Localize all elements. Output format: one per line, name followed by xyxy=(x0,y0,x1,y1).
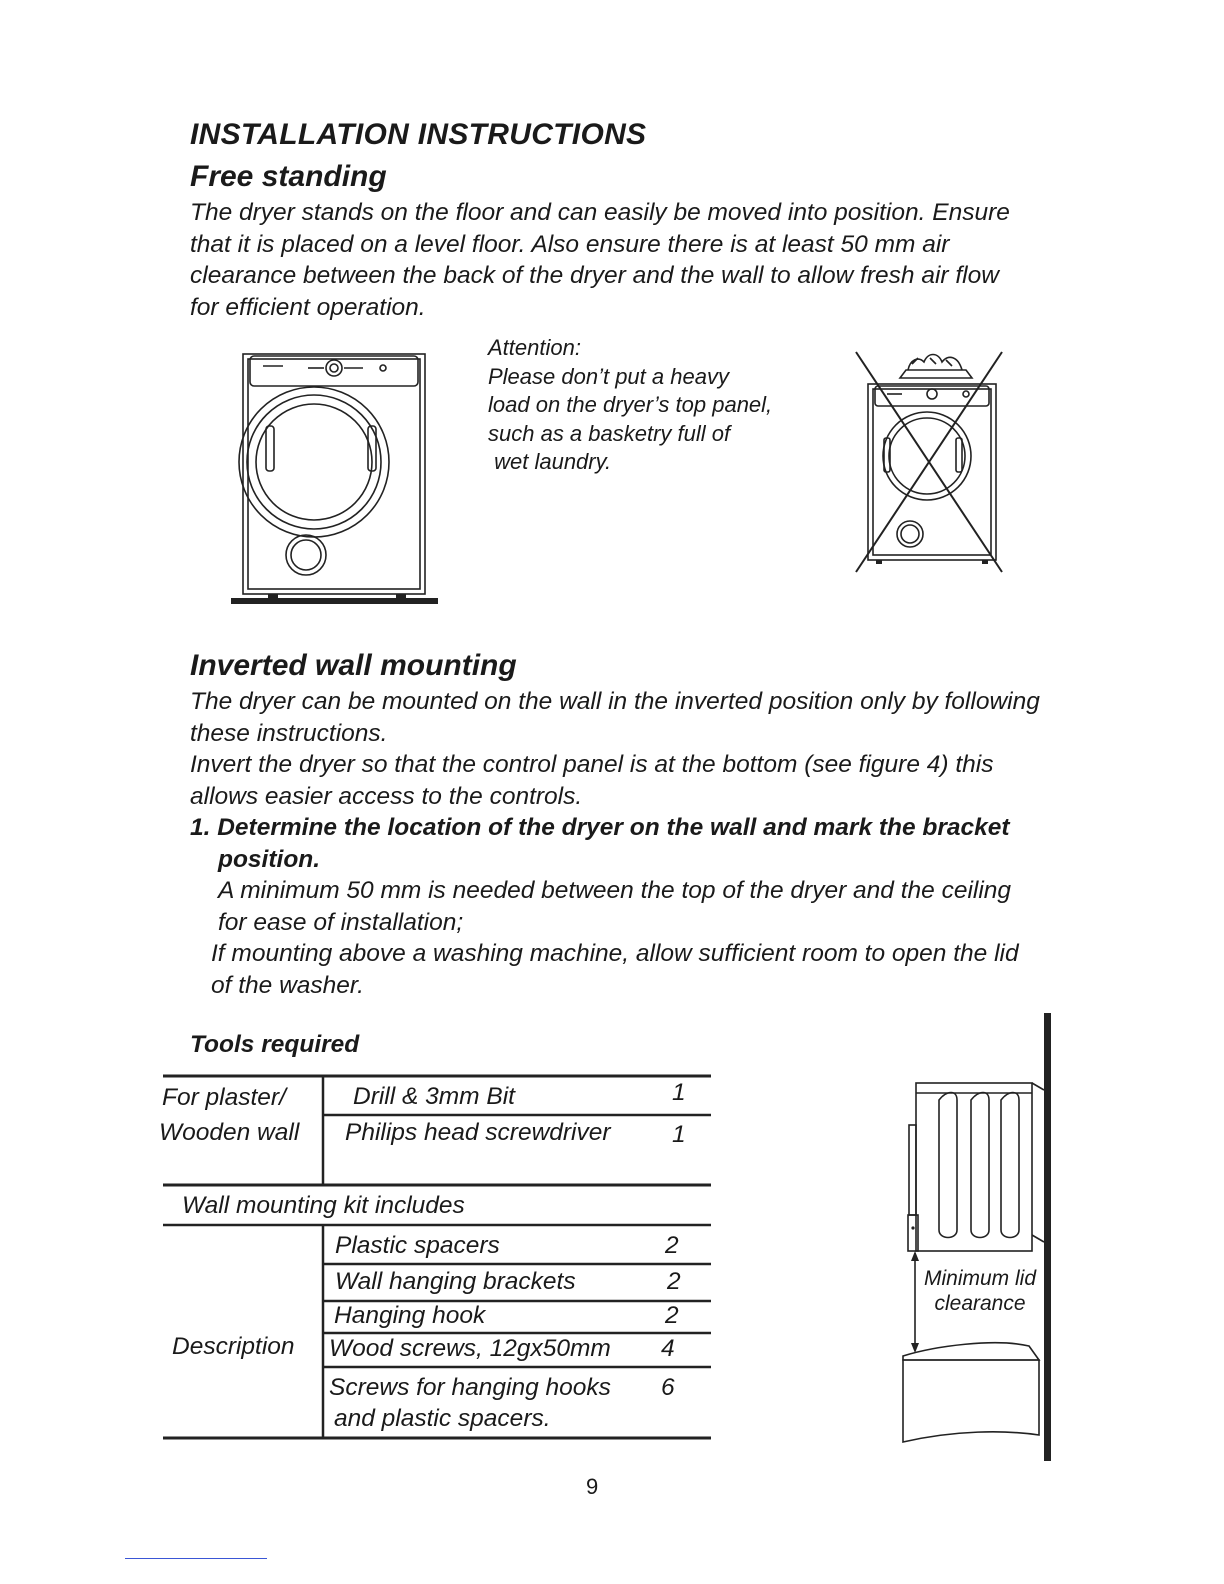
step-line: 1. Determine the location of the dryer on the wall and mark the bracket xyxy=(190,814,1010,841)
attention-line: Attention: xyxy=(488,335,581,360)
paragraph-line: of the washer. xyxy=(211,971,364,999)
paragraph-line: A minimum 50 mm is needed between the top of the dryer and the ceiling xyxy=(218,877,1012,904)
paragraph-line: The dryer can be mounted on the wall in the inverted position only by following xyxy=(190,688,1040,715)
paragraph-line: The dryer stands on the floor and can easily be moved into position. Ensure xyxy=(190,199,1010,226)
kit-item-qty: 2 xyxy=(665,1302,679,1329)
kit-item-name: Wood screws, 12gx50mm xyxy=(329,1335,611,1362)
paragraph-line: for efficient operation. xyxy=(190,293,426,321)
tools-heading: Tools required xyxy=(190,1031,360,1058)
free-standing-heading: Free standing xyxy=(190,160,387,193)
page-title: INSTALLATION INSTRUCTIONS xyxy=(190,118,647,151)
paragraph-line: allows easier access to the controls. xyxy=(190,782,583,810)
kit-item-continuation: and plastic spacers. xyxy=(334,1405,551,1432)
paragraph-line: Invert the dryer so that the control panel is at the bottom (see figure 4) this xyxy=(190,751,994,778)
wall-type-line: Wooden wall xyxy=(159,1119,300,1146)
tool-item-name: Philips head screwdriver xyxy=(345,1119,611,1146)
label-line: Minimum lid xyxy=(923,1267,1036,1290)
tool-item-qty: 1 xyxy=(672,1121,686,1148)
kit-item-qty: 6 xyxy=(661,1374,675,1401)
attention-line: Please don’t put a heavy xyxy=(488,363,729,389)
attention-line: such as a basketry full of xyxy=(488,420,731,446)
minimum-lid-clearance-label xyxy=(915,1266,1045,1316)
paragraph-line: that it is placed on a level floor. Also ensure there is at least 50 mm air xyxy=(190,230,950,258)
inverted-mounting-heading: Inverted wall mounting xyxy=(190,649,517,682)
kit-item-name: Plastic spacers xyxy=(335,1232,500,1259)
label-line: clearance xyxy=(934,1292,1026,1315)
kit-item-qty: 2 xyxy=(667,1268,681,1295)
paragraph-line: If mounting above a washing machine, allow sufficient room to open the lid xyxy=(211,940,1019,967)
kit-item-qty: 4 xyxy=(661,1335,675,1362)
footer-link-rule xyxy=(125,1558,267,1559)
page-number: 9 xyxy=(586,1474,599,1499)
kit-item-name: Screws for hanging hooks xyxy=(329,1374,611,1401)
wall-mounted-dryer-illustration xyxy=(895,1010,1060,1465)
attention-line: load on the dryer’s top panel, xyxy=(488,392,773,417)
kit-item-name: Wall hanging brackets xyxy=(335,1268,576,1295)
tool-item-qty: 1 xyxy=(672,1079,686,1106)
kit-item-qty: 2 xyxy=(665,1232,679,1259)
paragraph-line: these instructions. xyxy=(190,719,388,747)
attention-line: wet laundry. xyxy=(488,449,612,474)
wall-type-line: For plaster/ xyxy=(162,1084,286,1111)
paragraph-line: for ease of installation; xyxy=(218,908,464,936)
kit-item-name: Hanging hook xyxy=(334,1302,486,1329)
tool-item-name: Drill & 3mm Bit xyxy=(353,1083,515,1110)
paragraph-line: clearance between the back of the dryer and the wall to allow fresh air flow xyxy=(190,262,999,289)
kit-label: Description xyxy=(172,1333,295,1360)
kit-heading: Wall mounting kit includes xyxy=(182,1192,465,1219)
step-line: position. xyxy=(218,845,321,873)
